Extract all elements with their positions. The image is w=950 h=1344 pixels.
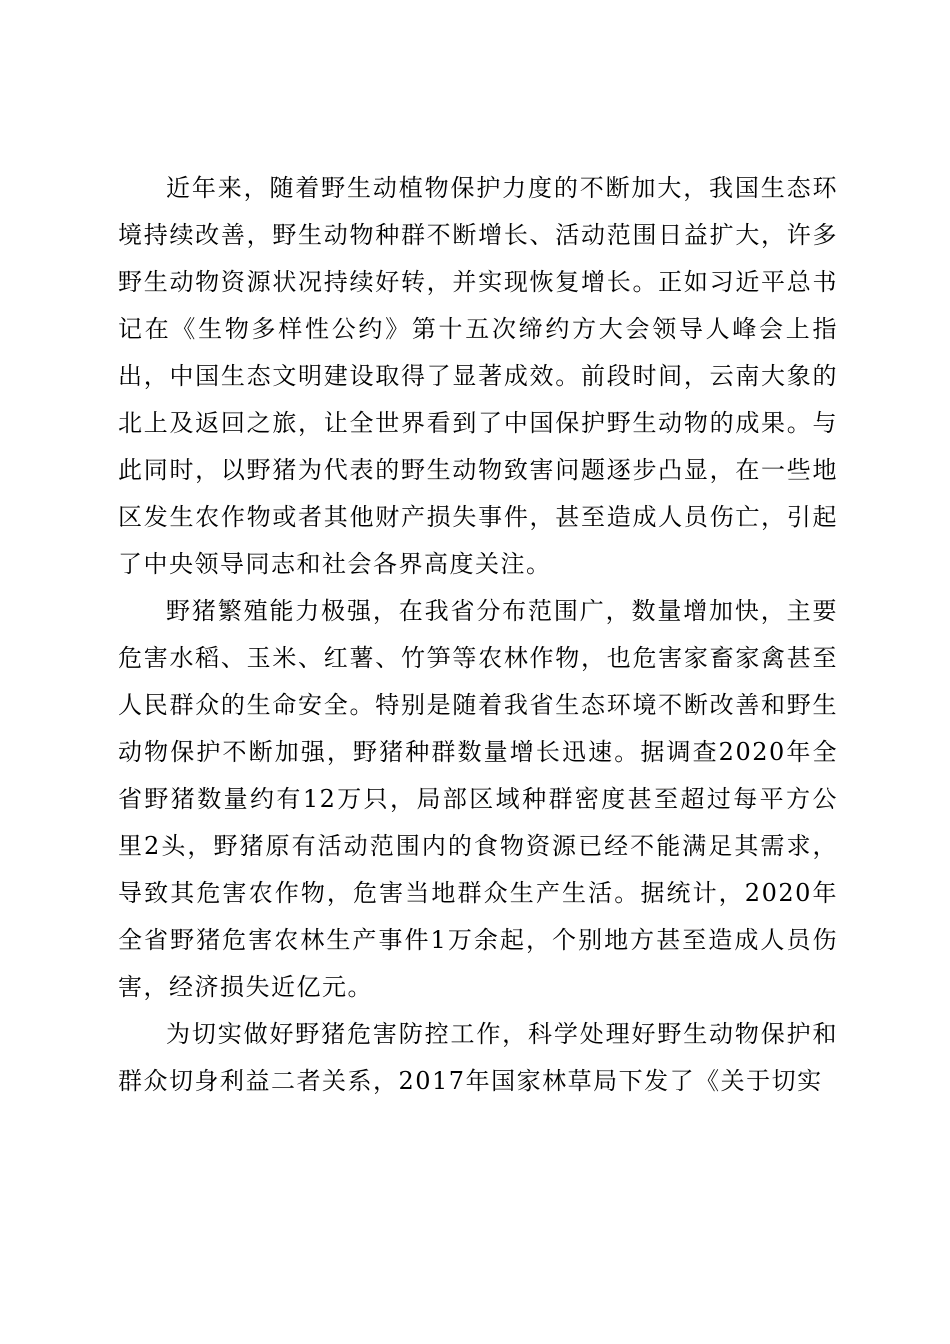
paragraph-wild-boar-damage: 野猪繁殖能力极强，在我省分布范围广，数量增加快，主要危害水稻、玉米、红薯、竹笋等农林作物，也危害家畜家禽甚至人民群众的生命安全。特别是随着我省生态环境不断改善和野生动物保护不断加强，野猪种群数量增长迅速。据调查2020年全省野猪数量约有12万只，局部区域种群密度甚至超过每平方公里2头，野猪原有活动范围内的食物资源已经不能满足其需求，导致其危害农作物，危害当地群众生产生活。据统计，2020年全省野猪危害农林生产事件1万余起，个别地方甚至造成人员伤害，经济损失近亿元。 (118, 597, 838, 1001)
paragraph-wildlife-protection: 近年来，随着野生动植物保护力度的不断加大，我国生态环境持续改善，野生动物种群不断增长、活动范围日益扩大，许多野生动物资源状况持续好转，并实现恢复增长。正如习近平总书记在《生物多样性公约》第十五次缔约方大会领导人峰会上指出，中国生态文明建设取得了显著成效。前段时间，云南大象的北上及返回之旅，让全世界看到了中国保护野生动物的成果。与此同时，以野猪为代表的野生动物致害问题逐步凸显，在一些地区发生农作物或者其他财产损失事件，甚至造成人员伤亡，引起了中央领导同志和社会各界高度关注。 (118, 174, 838, 578)
paragraph-prevention-work: 为切实做好野猪危害防控工作，科学处理好野生动物保护和群众切身利益二者关系，2017年国家林草局下发了《关于切实 (118, 1020, 838, 1095)
document-page (118, 165, 838, 1105)
